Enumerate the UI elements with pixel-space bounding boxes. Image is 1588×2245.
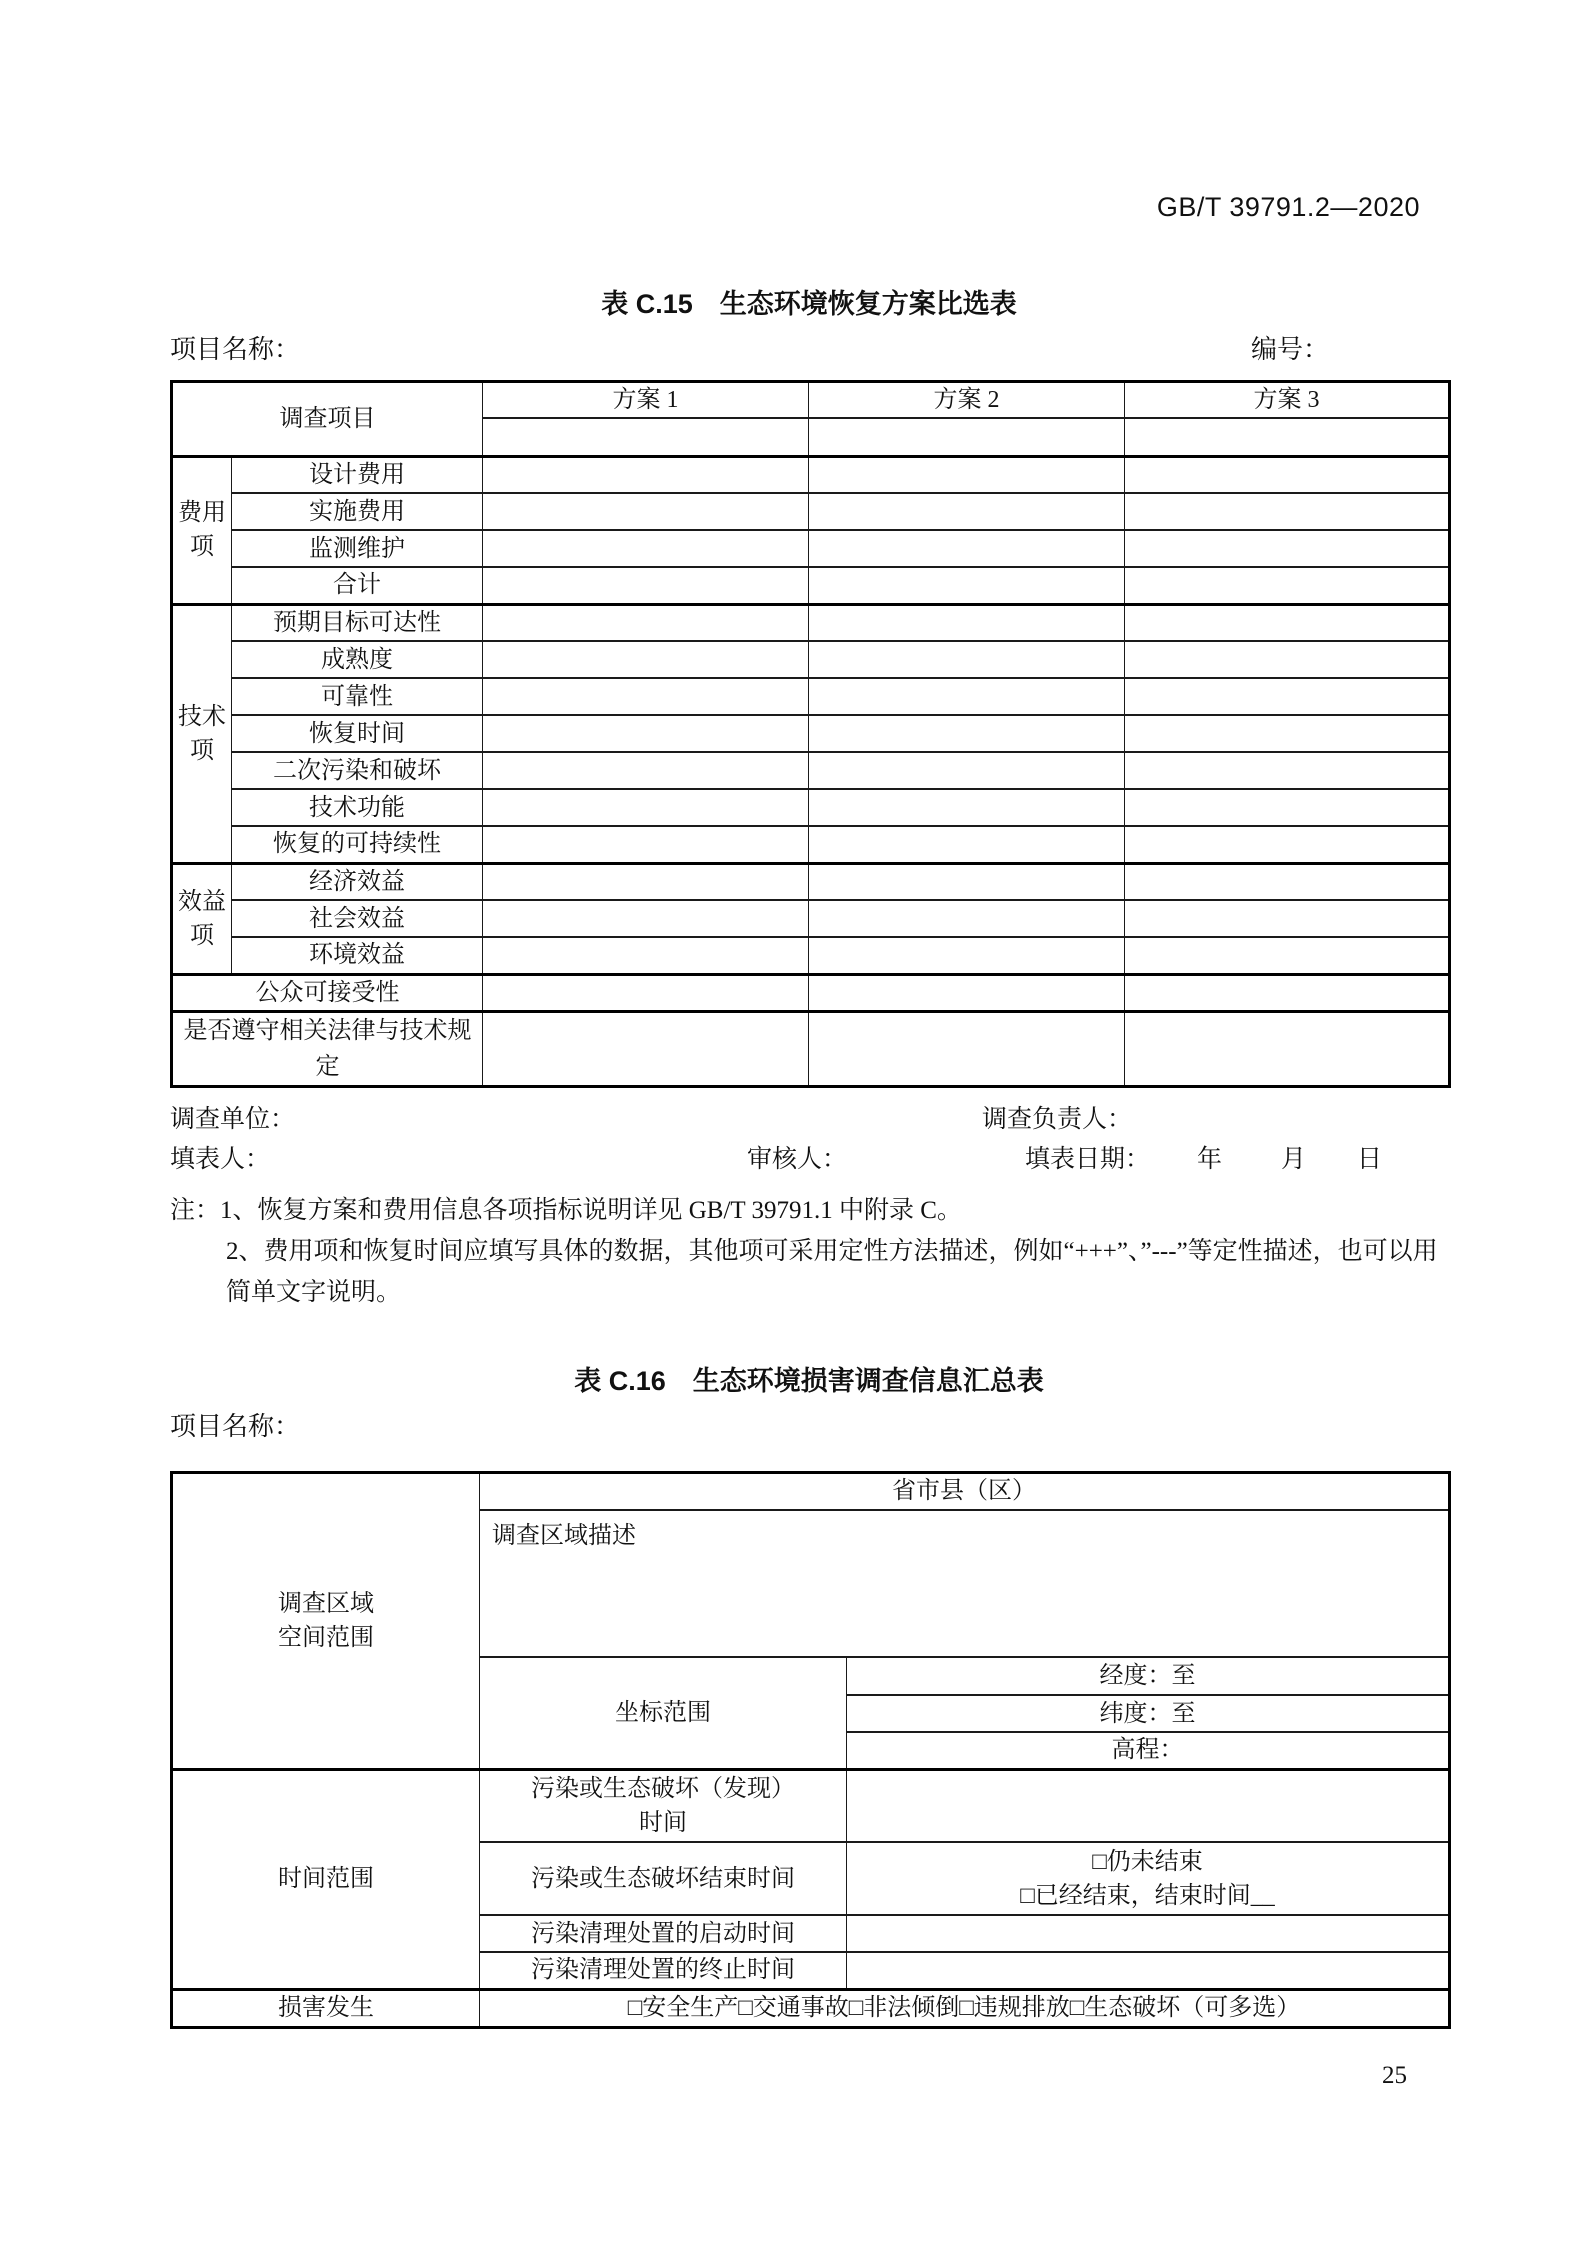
empty-fill-cell bbox=[847, 1915, 1450, 1952]
c16-time-label: 污染清理处置的终止时间 bbox=[480, 1952, 847, 1989]
table-row bbox=[172, 863, 1450, 900]
empty-fill-cell bbox=[809, 678, 1125, 715]
c16-project-name-label: 项目名称： bbox=[170, 1411, 301, 1441]
restoration-plan-comparison-table bbox=[170, 380, 1451, 1088]
c15-item-label: 预期目标可达性 bbox=[232, 604, 483, 641]
c15-item-label: 可靠性 bbox=[232, 678, 483, 715]
c16-latitude-cell: 纬度：至 bbox=[847, 1695, 1450, 1732]
group-label-line: 效益 bbox=[178, 888, 226, 915]
table-c16-title: 表 C.16 生态环境损害调查信息汇总表 bbox=[574, 1365, 1044, 1396]
empty-fill-cell bbox=[1125, 863, 1450, 900]
empty-fill-cell bbox=[809, 937, 1125, 974]
c16-end-status-cell bbox=[847, 1842, 1450, 1915]
empty-fill-cell bbox=[483, 900, 809, 937]
form-filler-label: 填表人： bbox=[170, 1145, 271, 1173]
note-line: 简单文字说明。 bbox=[226, 1278, 402, 1306]
c16-longitude-cell: 经度：至 bbox=[847, 1657, 1450, 1695]
empty-fill-cell bbox=[1125, 641, 1450, 678]
group-label-line: 项 bbox=[190, 737, 214, 764]
c16-province-cell: 省市县（区） bbox=[480, 1472, 1450, 1510]
c15-item-label: 社会效益 bbox=[232, 900, 483, 937]
empty-fill-cell bbox=[1125, 456, 1450, 493]
table-row bbox=[172, 1989, 1450, 2027]
c16-time-label: 污染或生态破坏结束时间 bbox=[480, 1842, 847, 1915]
table-c16-meta bbox=[170, 1411, 1448, 1443]
empty-fill-cell bbox=[483, 604, 809, 641]
empty-fill-cell bbox=[483, 418, 809, 456]
c15-item-label: 恢复的可持续性 bbox=[232, 826, 483, 863]
group-label-line: 调查区域 bbox=[278, 1590, 374, 1617]
empty-fill-cell bbox=[1125, 937, 1450, 974]
empty-fill-cell bbox=[483, 530, 809, 567]
c15-item-label: 二次污染和破坏 bbox=[232, 752, 483, 789]
table-row bbox=[172, 1011, 1450, 1086]
empty-fill-cell bbox=[809, 641, 1125, 678]
empty-fill-cell bbox=[809, 863, 1125, 900]
empty-fill-cell bbox=[1125, 900, 1450, 937]
survey-leader-label: 调查负责人： bbox=[982, 1105, 1133, 1133]
c15-group-cost bbox=[172, 456, 232, 604]
c16-region-description-cell: 调查区域描述 bbox=[480, 1510, 1450, 1657]
group-label-line: 费用 bbox=[178, 500, 226, 526]
table-row bbox=[172, 900, 1450, 937]
table-row bbox=[172, 604, 1450, 641]
fill-date-label: 填表日期： bbox=[1025, 1145, 1151, 1173]
empty-fill-cell bbox=[809, 604, 1125, 641]
standard-code: GB/T 39791.2—2020 bbox=[1156, 192, 1420, 222]
c15-item-label: 监测维护 bbox=[232, 530, 483, 567]
table-row bbox=[172, 1769, 1450, 1842]
c15-group-benefit bbox=[172, 863, 232, 974]
c15-footer-line-2 bbox=[170, 1140, 1448, 1180]
c15-group-technical bbox=[172, 604, 232, 863]
empty-fill-cell bbox=[809, 974, 1125, 1011]
empty-fill-cell bbox=[809, 418, 1125, 456]
empty-fill-cell bbox=[1125, 493, 1450, 530]
survey-unit-label: 调查单位： bbox=[170, 1105, 296, 1133]
cell-text-line: 污染或生态破坏（发现） bbox=[531, 1775, 795, 1802]
c15-header-plan-3: 方案 3 bbox=[1125, 382, 1450, 419]
table-row bbox=[172, 937, 1450, 974]
checkbox-option-line: □已经结束，结束时间__ bbox=[1020, 1882, 1275, 1909]
empty-fill-cell bbox=[1125, 604, 1450, 641]
table-c15-title: 表 C.15 生态环境恢复方案比选表 bbox=[601, 289, 1017, 319]
c16-time-scope-label: 时间范围 bbox=[172, 1769, 480, 1989]
table-row bbox=[172, 974, 1450, 1011]
table-row bbox=[172, 641, 1450, 678]
empty-fill-cell bbox=[1125, 789, 1450, 826]
c16-damage-type-options: □安全生产□交通事故□非法倾倒□违规排放□生态破坏（可多选） bbox=[480, 1989, 1450, 2027]
empty-fill-cell bbox=[1125, 752, 1450, 789]
c16-region-scope-label bbox=[172, 1472, 480, 1769]
empty-fill-cell bbox=[1125, 1011, 1450, 1086]
empty-fill-cell bbox=[809, 493, 1125, 530]
c15-project-name-label: 项目名称： bbox=[170, 335, 301, 364]
table-row bbox=[172, 715, 1450, 752]
empty-fill-cell bbox=[483, 715, 809, 752]
empty-fill-cell bbox=[1125, 567, 1450, 604]
table-row bbox=[172, 752, 1450, 789]
c15-row-law-compliance: 是否遵守相关法律与技术规定 bbox=[172, 1011, 483, 1086]
empty-fill-cell bbox=[1125, 715, 1450, 752]
table-row bbox=[172, 382, 1450, 419]
c15-item-label: 恢复时间 bbox=[232, 715, 483, 752]
empty-fill-cell bbox=[483, 1011, 809, 1086]
empty-fill-cell bbox=[483, 752, 809, 789]
table-row bbox=[172, 826, 1450, 863]
c16-elevation-cell: 高程： bbox=[847, 1732, 1450, 1769]
damage-investigation-summary-table bbox=[170, 1471, 1451, 2029]
c16-time-label: 污染清理处置的启动时间 bbox=[480, 1915, 847, 1952]
table-row bbox=[172, 530, 1450, 567]
empty-fill-cell bbox=[1125, 418, 1450, 456]
empty-fill-cell bbox=[1125, 530, 1450, 567]
empty-fill-cell bbox=[809, 530, 1125, 567]
empty-fill-cell bbox=[1125, 974, 1450, 1011]
year-label: 年 bbox=[1197, 1145, 1223, 1173]
c15-item-label: 实施费用 bbox=[232, 493, 483, 530]
empty-fill-cell bbox=[483, 493, 809, 530]
empty-fill-cell bbox=[483, 974, 809, 1011]
c16-damage-occurrence-label: 损害发生 bbox=[172, 1989, 480, 2027]
c15-item-label: 经济效益 bbox=[232, 863, 483, 900]
empty-fill-cell bbox=[483, 937, 809, 974]
empty-fill-cell bbox=[809, 752, 1125, 789]
c15-notes bbox=[170, 1190, 1448, 1313]
note-line: 2、费用项和恢复时间应填写具体的数据，其他项可采用定性方法描述，例如“+++”、”---”等定性描述，也可以用 bbox=[226, 1237, 1438, 1265]
page-number: 25 bbox=[1382, 2062, 1407, 2089]
group-label-line: 技术 bbox=[178, 703, 226, 730]
empty-fill-cell bbox=[809, 456, 1125, 493]
table-row bbox=[172, 678, 1450, 715]
c15-number-label: 编号： bbox=[1251, 335, 1330, 364]
empty-fill-cell bbox=[809, 715, 1125, 752]
empty-fill-cell bbox=[847, 1769, 1450, 1842]
c15-item-label: 成熟度 bbox=[232, 641, 483, 678]
group-label-line: 项 bbox=[190, 922, 214, 949]
empty-fill-cell bbox=[483, 826, 809, 863]
empty-fill-cell bbox=[809, 567, 1125, 604]
empty-fill-cell bbox=[483, 863, 809, 900]
empty-fill-cell bbox=[483, 456, 809, 493]
c16-coordinate-range-label: 坐标范围 bbox=[480, 1657, 847, 1769]
empty-fill-cell bbox=[809, 789, 1125, 826]
empty-fill-cell bbox=[1125, 826, 1450, 863]
day-label: 日 bbox=[1357, 1145, 1383, 1173]
c15-row-public-acceptance: 公众可接受性 bbox=[172, 974, 483, 1011]
empty-fill-cell bbox=[809, 900, 1125, 937]
table-row bbox=[172, 493, 1450, 530]
empty-fill-cell bbox=[483, 567, 809, 604]
table-c15-meta bbox=[170, 334, 1448, 366]
c15-item-label: 合计 bbox=[232, 567, 483, 604]
month-label: 月 bbox=[1281, 1145, 1307, 1173]
group-label-line: 项 bbox=[190, 534, 214, 560]
c16-time-label bbox=[480, 1769, 847, 1842]
empty-fill-cell bbox=[483, 641, 809, 678]
empty-fill-cell bbox=[1125, 678, 1450, 715]
c15-item-label: 环境效益 bbox=[232, 937, 483, 974]
empty-fill-cell bbox=[847, 1952, 1450, 1989]
c15-header-plan-1: 方案 1 bbox=[483, 382, 809, 419]
page-content bbox=[170, 0, 1448, 2029]
c15-header-item: 调查项目 bbox=[172, 382, 483, 457]
c15-header-plan-2: 方案 2 bbox=[809, 382, 1125, 419]
group-label-line: 空间范围 bbox=[278, 1624, 374, 1651]
checkbox-option-line: □仍未结束 bbox=[1092, 1848, 1203, 1875]
c15-footer-line-1 bbox=[170, 1100, 1448, 1140]
empty-fill-cell bbox=[483, 678, 809, 715]
note-line: 注：1、恢复方案和费用信息各项指标说明详见 GB/T 39791.1 中附录 C。 bbox=[170, 1196, 962, 1224]
c15-item-label: 设计费用 bbox=[232, 456, 483, 493]
table-row bbox=[172, 567, 1450, 604]
reviewer-label: 审核人： bbox=[747, 1145, 848, 1173]
empty-fill-cell bbox=[809, 1011, 1125, 1086]
cell-text-line: 时间 bbox=[639, 1809, 687, 1836]
empty-fill-cell bbox=[809, 826, 1125, 863]
table-row bbox=[172, 789, 1450, 826]
c15-item-label: 技术功能 bbox=[232, 789, 483, 826]
table-row bbox=[172, 456, 1450, 493]
table-row bbox=[172, 1472, 1450, 1510]
empty-fill-cell bbox=[483, 789, 809, 826]
